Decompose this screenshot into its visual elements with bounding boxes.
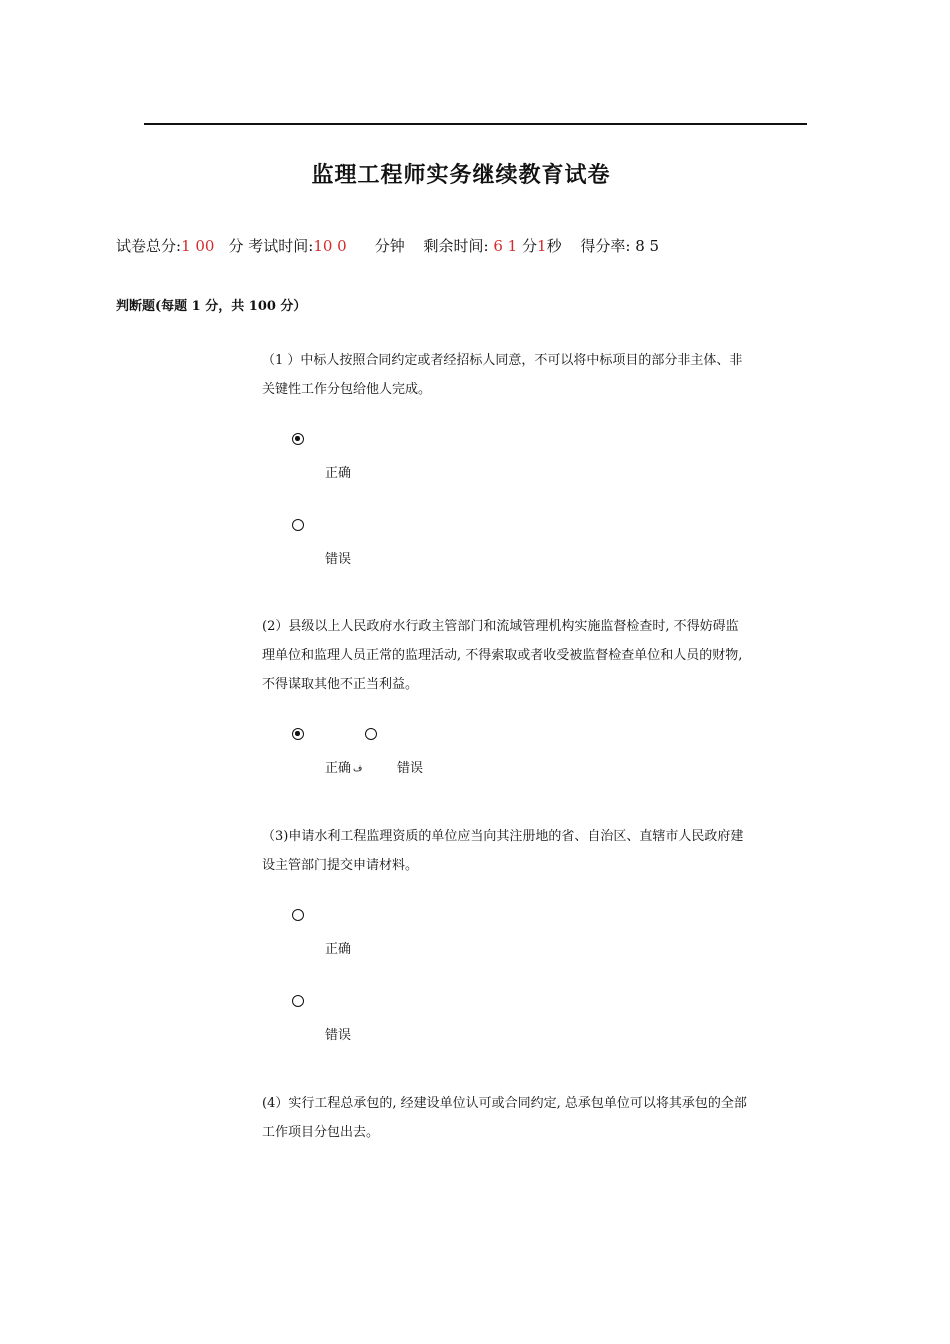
q1-option-correct-label: 正确: [325, 466, 352, 481]
stray-glyph: ف: [353, 764, 363, 774]
question-2-text: (2）县级以上人民政府水行政主管部门和流域管理机构实施监督检查时, 不得妨碍监理单位和监理人员正常的监理活动, 不得索取或者收受被监督检查单位和人员的财物, 不得谋取其他不正当利益。: [262, 619, 743, 692]
q2-option-wrong-label: 错误: [397, 761, 424, 776]
q3-option-correct-radio[interactable]: [292, 909, 304, 921]
total-score-label: 试卷总分:: [116, 237, 182, 255]
q3-option-wrong-radio[interactable]: [292, 995, 304, 1007]
score-rate-label: 得分率:: [580, 237, 631, 255]
question-3-text: （3)申请水利工程监理资质的单位应当向其注册地的省、自治区、直辖市人民政府建设主管部门提交申请材料。: [262, 829, 744, 873]
remaining-seconds: 1: [537, 237, 547, 255]
q3-option-wrong-label: 错误: [325, 1028, 352, 1043]
remaining-minutes-unit: 分: [522, 237, 538, 255]
q2-option-correct-radio[interactable]: [292, 728, 304, 740]
total-score-unit: 分: [228, 237, 244, 255]
remaining-minutes: 6 1: [493, 237, 518, 255]
q2-option-correct-label: [325, 757, 362, 776]
exam-time-label: 考试时间:: [248, 237, 314, 255]
exam-info-bar: [116, 235, 659, 256]
remaining-seconds-unit: 秒: [546, 237, 562, 255]
question-1-text: （1 ）中标人按照合同约定或者经招标人同意，不可以将中标项目的部分非主体、非关键性工作分包给他人完成。: [262, 353, 743, 397]
score-rate-value: 8 5: [635, 237, 660, 255]
q2-option-wrong-radio[interactable]: [365, 728, 377, 740]
remaining-time-label: 剩余时间:: [423, 237, 489, 255]
exam-time-unit: 分钟: [374, 237, 405, 255]
question-4-text: (4）实行工程总承包的, 经建设单位认可或合同约定, 总承包单位可以将其承包的全部工作项目分包出去。: [262, 1096, 747, 1140]
exam-time-value: 10 0: [313, 237, 347, 255]
header-rule: [144, 123, 807, 125]
q2-option-correct-text: 正确: [325, 761, 352, 776]
page-title: 监理工程师实务继续教育试卷: [311, 163, 611, 188]
total-score-value: 1 00: [181, 237, 215, 255]
q1-option-correct-radio[interactable]: [292, 433, 304, 445]
section-title: 判断题(每题 1 分，共 100 分）: [116, 299, 307, 314]
q1-option-wrong-radio[interactable]: [292, 519, 304, 531]
q1-option-wrong-label: 错误: [325, 552, 352, 567]
q3-option-correct-label: 正确: [325, 942, 352, 957]
